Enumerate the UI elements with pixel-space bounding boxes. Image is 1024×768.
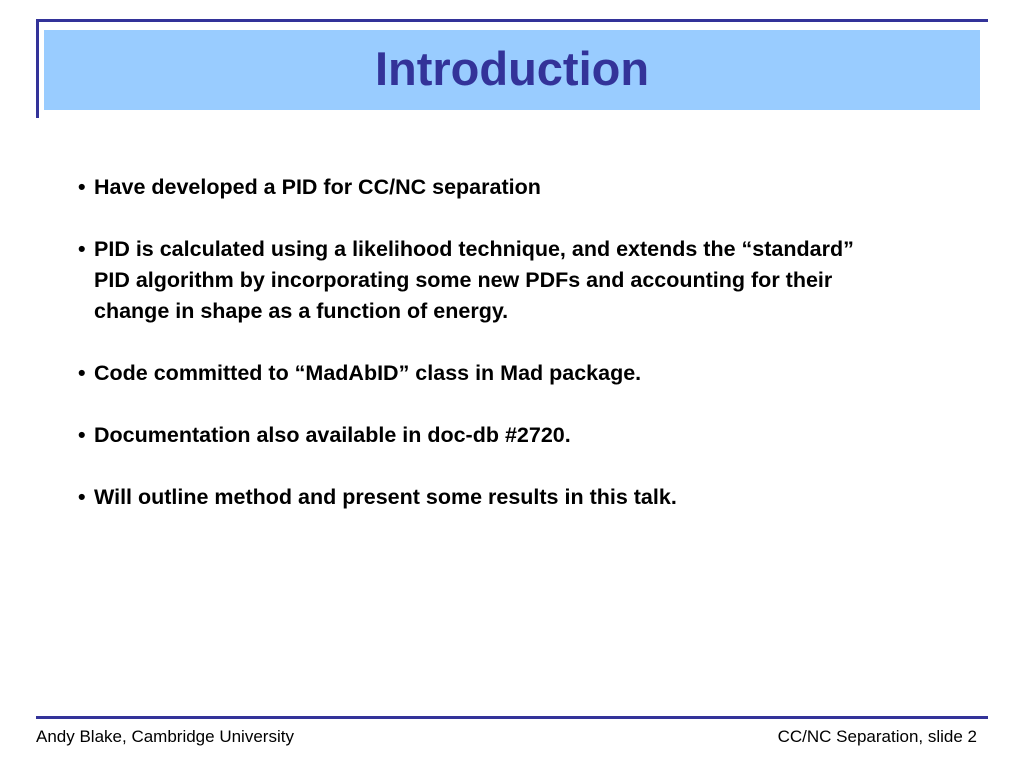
title-band: [44, 30, 980, 110]
bullet-item: [78, 234, 884, 327]
footer-line: [36, 716, 988, 719]
bullet-dot: •: [78, 423, 86, 447]
left-frame-line: [36, 19, 39, 118]
top-frame-line: [36, 19, 988, 22]
bullet-text: Documentation also available in doc-db #2720.: [94, 423, 571, 447]
bullet-item: [78, 172, 958, 203]
bullet-item: [78, 482, 958, 513]
bullet-item: [78, 420, 958, 451]
bullet-text: Code committed to “MadAbID” class in Mad package.: [94, 361, 642, 385]
slide-body: [78, 172, 958, 544]
bullet-text: Will outline method and present some results in this talk.: [94, 485, 677, 509]
bullet-text: PID is calculated using a likelihood technique, and extends the “standard” PID algorithm by incorporating some new PDFs and accounting for their change in shape as a function of energy.: [94, 237, 854, 323]
footer-author: Andy Blake, Cambridge University: [36, 727, 294, 746]
bullet-dot: •: [78, 175, 86, 199]
bullet-item: [78, 358, 958, 389]
bullet-dot: •: [78, 361, 86, 385]
footer-slide-info: CC/NC Separation, slide 2: [777, 727, 977, 746]
bullet-dot: •: [78, 237, 86, 261]
bullet-dot: •: [78, 485, 86, 509]
bullet-text: Have developed a PID for CC/NC separation: [94, 175, 541, 199]
slide-title: Introduction: [374, 41, 650, 95]
